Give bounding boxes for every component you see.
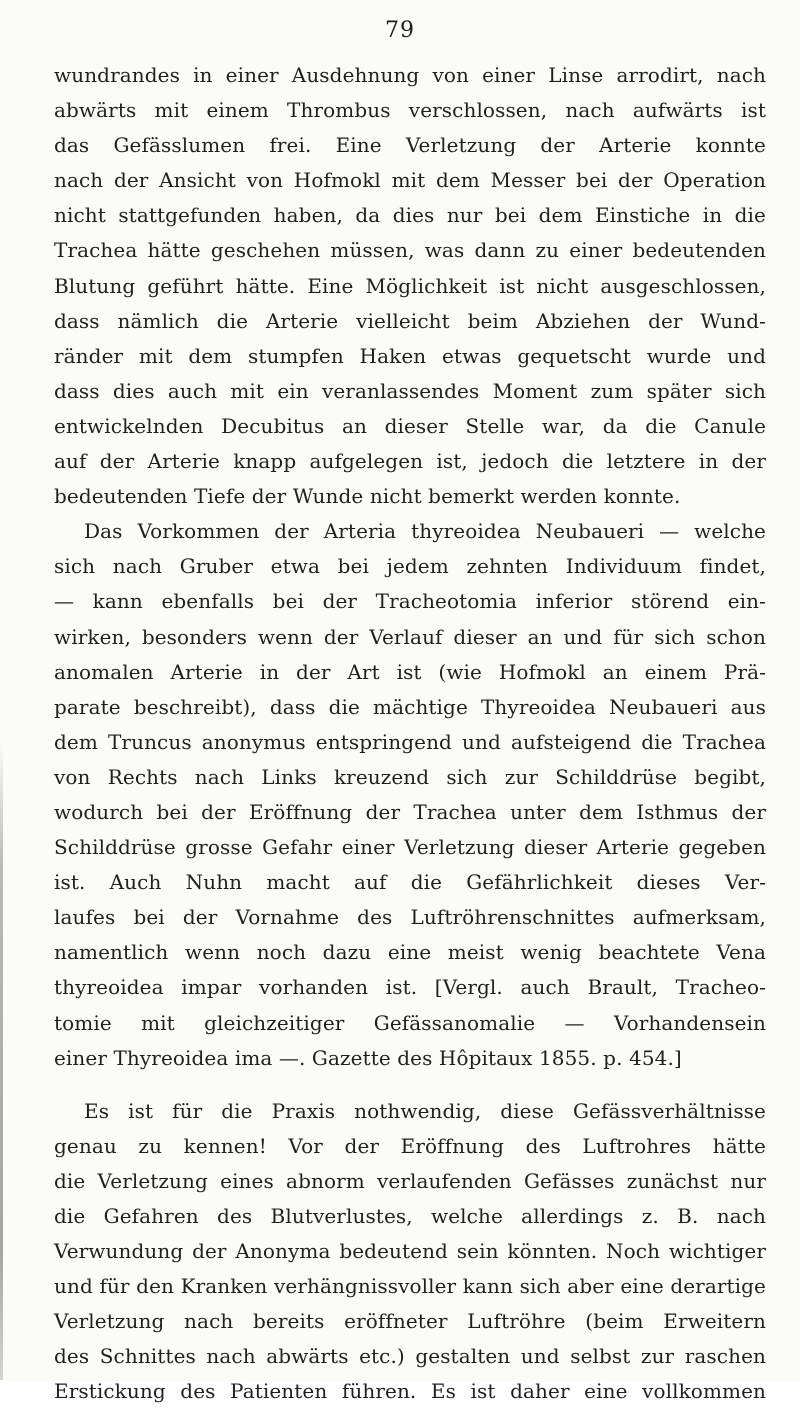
text-line: — kann ebenfalls bei der Tracheotomia inferior störend ein- [54, 589, 766, 614]
text-line: Es ist für die Praxis nothwendig, diese Gefässverhältnisse [84, 1098, 766, 1123]
text-line: nicht stattgefunden haben, da dies nur bei dem Einstiche in die [54, 203, 766, 228]
page-number: 79 [385, 18, 415, 43]
text-line: einer Thyreoidea ima —. Gazette des Hôpitaux 1855. p. 454.] [54, 1045, 682, 1070]
text-line: das Gefässlumen frei. Eine Verletzung der Arterie konnte [54, 133, 766, 158]
text-line: wirken, besonders wenn der Verlauf dieser an und für sich schon [54, 624, 766, 649]
text-line: und für den Kranken verhängnissvoller kann sich aber eine derartige [54, 1274, 766, 1299]
text-line: anomalen Arterie in der Art ist (wie Hofmokl an einem Prä- [54, 659, 766, 684]
text-line: namentlich wenn noch dazu eine meist wenig beachtete Vena [54, 940, 766, 965]
paragraph-gap [54, 1076, 766, 1094]
text-line: dass dies auch mit ein veranlassendes Moment zum später sich [54, 378, 766, 403]
page-edge-shadow [0, 740, 3, 1380]
text-line: Trachea hätte geschehen müssen, was dann zu einer bedeutenden [54, 238, 766, 263]
text-line: nach der Ansicht von Hofmokl mit dem Messer bei der Operation [54, 168, 766, 193]
text-line: Verwundung der Anonyma bedeutend sein könnten. Noch wichtiger [54, 1239, 766, 1264]
text-line: genau zu kennen! Vor der Eröffnung des Luftrohres hätte [54, 1133, 766, 1158]
text-line: Blutung geführt hätte. Eine Möglichkeit ist nicht ausgeschlossen, [54, 273, 766, 298]
text-line: Schilddrüse grosse Gefahr einer Verletzung dieser Arterie gegeben [54, 835, 766, 860]
paragraph-1 [54, 58, 766, 514]
text-line: tomie mit gleichzeitiger Gefässanomalie — Vorhandensein [54, 1010, 766, 1035]
text-line: thyreoidea impar vorhanden ist. [Vergl. auch Brault, Tracheo- [54, 975, 766, 1000]
text-line: von Rechts nach Links kreuzend sich zur Schilddrüse begibt, [54, 764, 766, 789]
paragraph-3 [54, 1094, 766, 1410]
text-line: wundrandes in einer Ausdehnung von einer Linse arrodirt, nach [54, 63, 766, 87]
text-line: bedeutenden Tiefe der Wunde nicht bemerkt werden konnte. [54, 484, 681, 509]
text-line: des Schnittes nach abwärts etc.) gestalten und selbst zur raschen [54, 1344, 766, 1369]
text-line: die Gefahren des Blutverlustes, welche allerdings z. B. nach [54, 1204, 766, 1228]
text-line: die Verletzung eines abnorm verlaufenden Gefässes zunächst nur [54, 1168, 766, 1193]
text-line: sich nach Gruber etwa bei jedem zehnten Individuum findet, [54, 554, 766, 579]
paragraph-2 [54, 514, 766, 1076]
text-line: ränder mit dem stumpfen Haken etwas gequetscht wurde und [54, 343, 766, 368]
text-line: auf der Arterie knapp aufgelegen ist, jedoch die letztere in der [54, 449, 766, 474]
text-line: wodurch bei der Eröffnung der Trachea unter dem Isthmus der [54, 799, 766, 824]
page-body-text [54, 58, 766, 1410]
text-line: dass nämlich die Arterie vielleicht beim Abziehen der Wund- [54, 308, 766, 333]
text-line: ist. Auch Nuhn macht auf die Gefährlichkeit dieses Ver- [54, 870, 766, 895]
text-line: Verletzung nach bereits eröffneter Luftröhre (beim Erweitern [54, 1309, 766, 1334]
text-line: Das Vorkommen der Arteria thyreoidea Neubaueri — welche [84, 519, 766, 544]
text-line: entwickelnden Decubitus an dieser Stelle war, da die Canule [54, 413, 766, 438]
text-line: parate beschreibt), dass die mächtige Thyreoidea Neubaueri aus [54, 694, 766, 719]
text-line: Erstickung des Patienten führen. Es ist daher eine vollkommen [54, 1379, 766, 1404]
text-line: laufes bei der Vornahme des Luftröhrenschnittes aufmerksam, [54, 905, 766, 930]
text-line: dem Truncus anonymus entspringend und aufsteigend die Trachea [54, 729, 766, 754]
text-line: abwärts mit einem Thrombus verschlossen, nach aufwärts ist [54, 98, 766, 123]
